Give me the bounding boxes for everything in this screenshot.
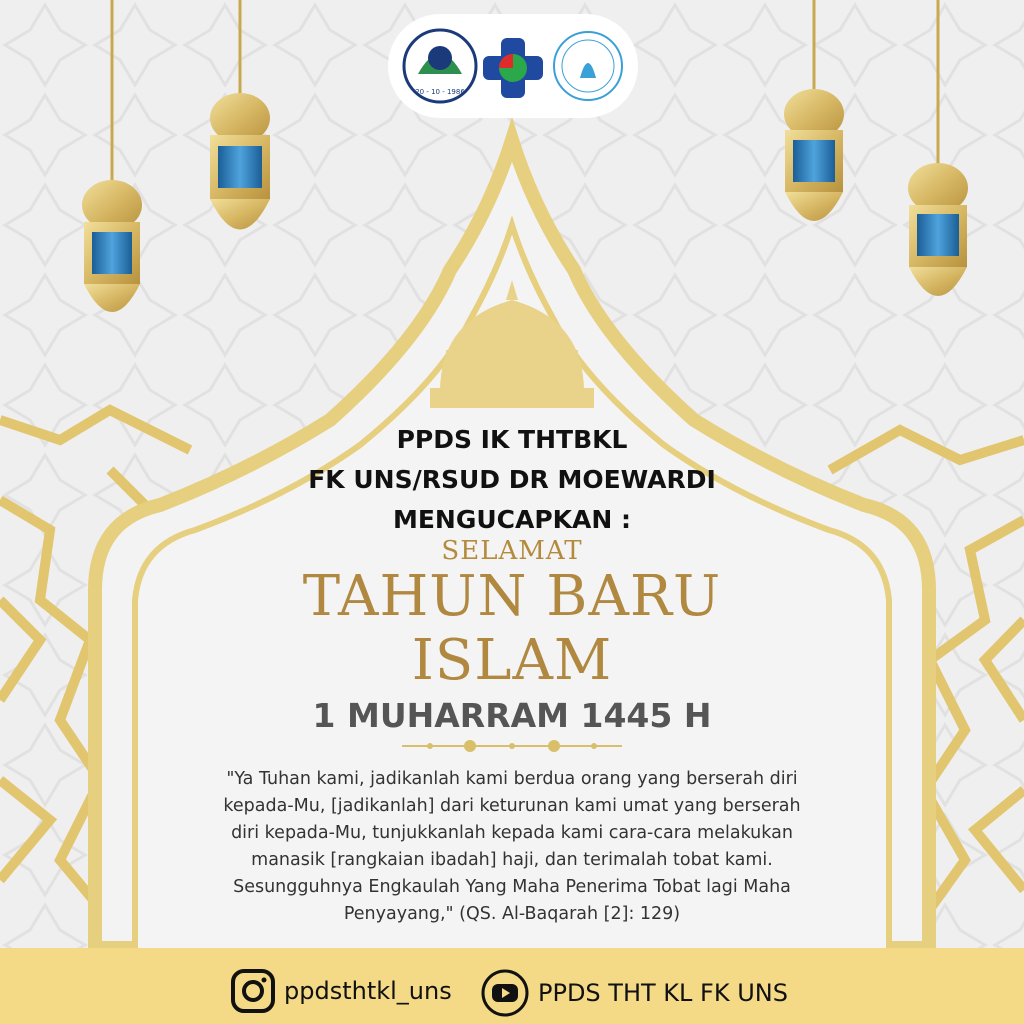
quote-line: Penyayang," (QS. Al-Baqarah [2]: 129) (343, 904, 681, 924)
instagram-handle: ppdsthtkl_uns (284, 977, 452, 1005)
institution-logo-left (404, 30, 476, 102)
organizer-heading (0, 420, 1024, 540)
partner-logos (388, 14, 638, 118)
heading-line-2: FK UNS/RSUD DR MOEWARDI (308, 465, 716, 494)
university-logo-right (554, 32, 622, 100)
svg-text:20 - 10 - 1986: 20 - 10 - 1986 (415, 88, 465, 96)
youtube-icon (480, 968, 530, 1018)
health-ministry-logo (483, 38, 543, 98)
hijri-date: 1 MUHARRAM 1445 H (312, 696, 712, 735)
quote-line: "Ya Tuhan kami, jadikanlah kami berdua orang yang berserah diri (226, 769, 798, 789)
greeting-title (0, 565, 1024, 693)
logo-banner (388, 14, 638, 118)
quote-line: Sesungguhnya Engkaulah Yang Maha Penerima Tobat lagi Maha (233, 877, 791, 897)
quran-quote (0, 766, 1024, 928)
instagram-icon (230, 968, 276, 1014)
title-line-1: TAHUN BARU (302, 564, 722, 629)
youtube-link[interactable] (480, 968, 788, 1018)
instagram-link[interactable] (230, 968, 452, 1014)
heading-line-1: PPDS IK THTBKL (396, 425, 628, 454)
youtube-channel-name: PPDS THT KL FK UNS (538, 979, 788, 1007)
greeting-selamat: SELAMAT (441, 536, 583, 566)
quote-line: kepada-Mu, [jadikanlah] dari keturunan kami umat yang berserah (223, 796, 801, 816)
quote-line: diri kepada-Mu, tunjukkanlah kepada kami cara-cara melakukan (231, 823, 793, 843)
heading-line-3: MENGUCAPKAN : (392, 505, 632, 534)
title-line-2: ISLAM (411, 628, 613, 693)
quote-line: manasik [rangkaian ibadah] haji, dan terimalah tobat kami. (251, 850, 773, 870)
